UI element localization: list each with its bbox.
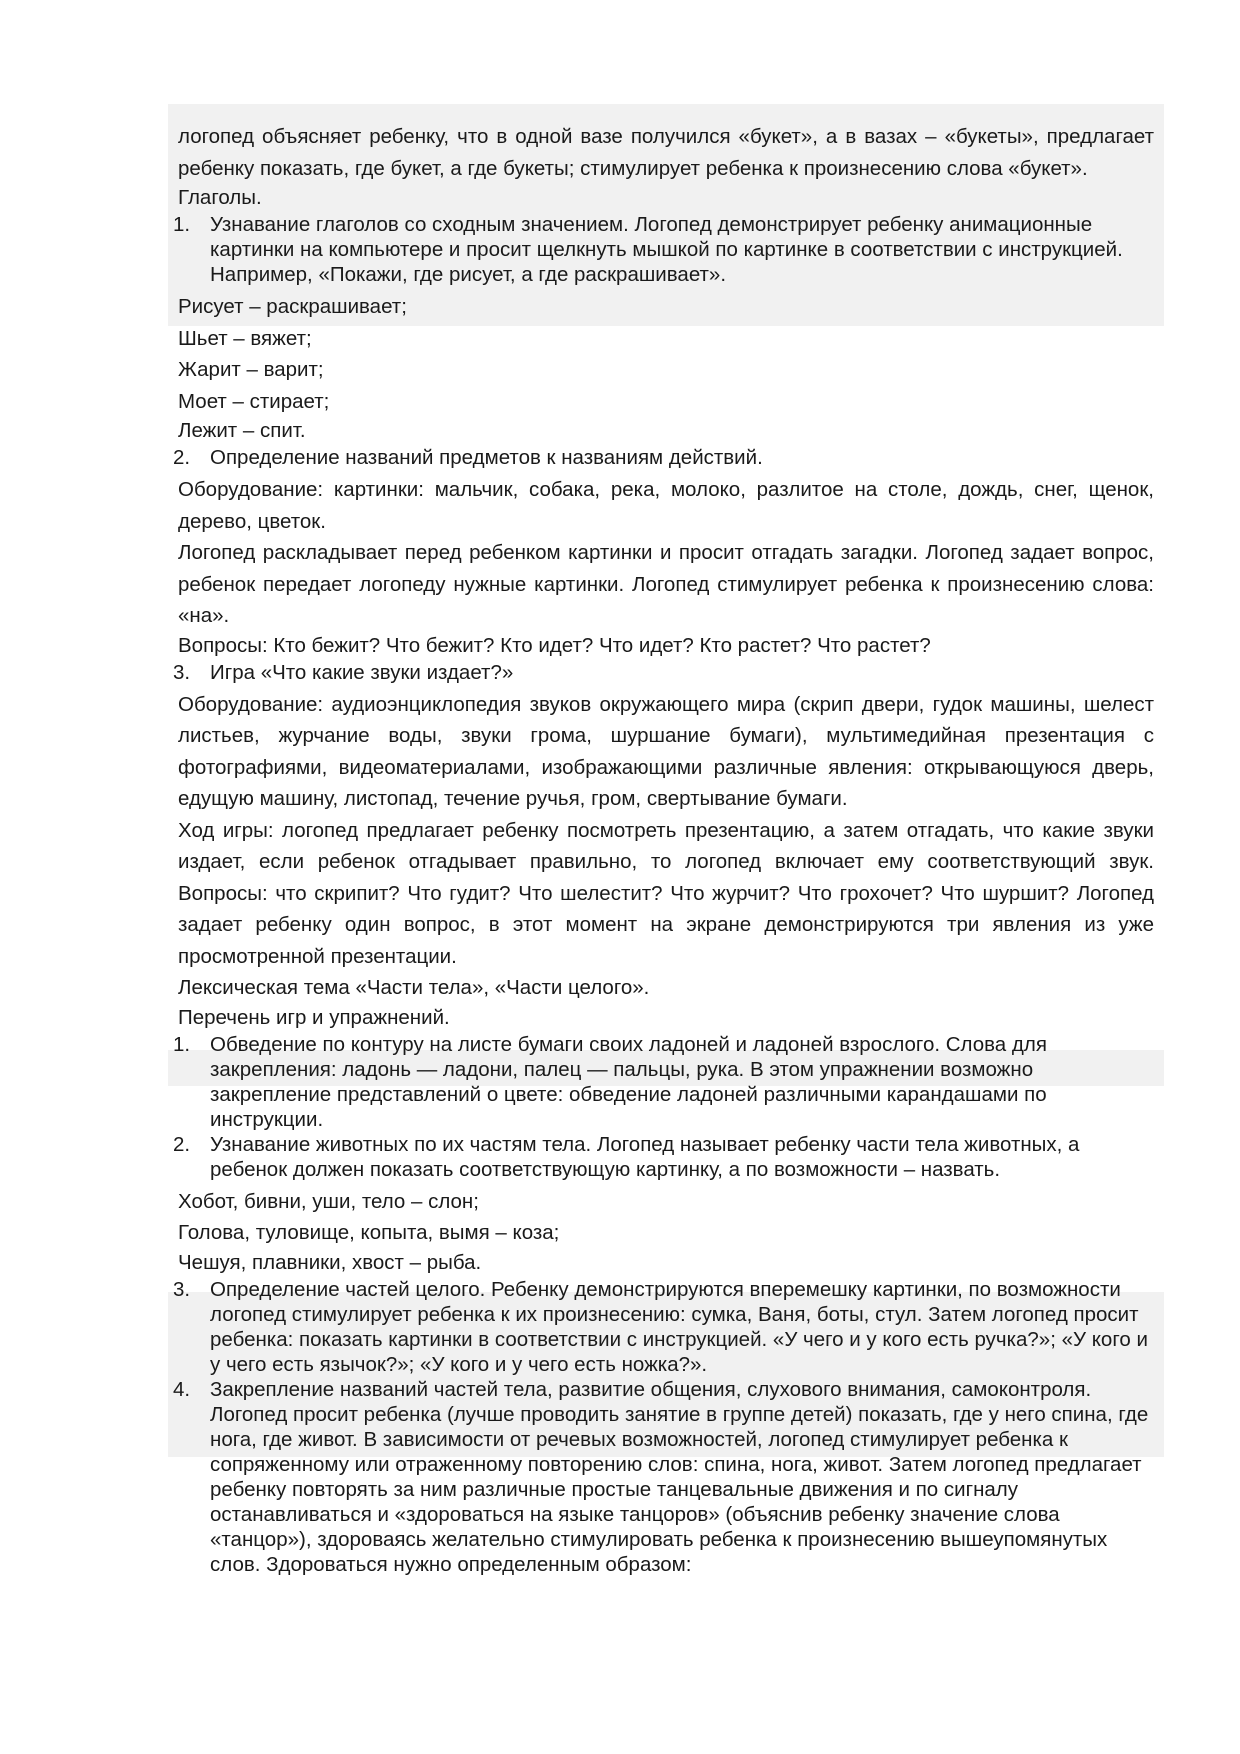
- list-item-verbs-3: [173, 660, 1154, 685]
- equipment-paragraph-2: Оборудование: аудиоэнциклопедия звуков окружающего мира (скрип двери, гудок машины, шелест листьев, журчание воды, звуки грома, шуршание бумаги), мультимедийная презентация с фотографиями, видеоматериалами, изображающими различные явления: открывающуюся дверь, едущую машину, листопад, течение ручья, гром, свертывание бумаги.: [178, 692, 1154, 810]
- list-number: 2.: [173, 446, 191, 469]
- list-number: 1.: [173, 213, 191, 236]
- list-item-body-1: [173, 1032, 1154, 1132]
- pair-line: Рисует – раскрашивает;: [178, 295, 407, 318]
- list-number: 3.: [173, 660, 191, 684]
- pair-line: Моет – стирает;: [178, 389, 330, 413]
- animal-line: Чешуя, плавники, хвост – рыба.: [178, 1250, 482, 1274]
- list-number: 3.: [173, 1277, 191, 1301]
- pair-line: Лежит – спит.: [178, 419, 306, 442]
- list-number: 1.: [173, 1032, 191, 1056]
- questions-paragraph: Вопросы: Кто бежит? Что бежит? Кто идет? Что идет? Кто растет? Что растет?: [178, 633, 931, 657]
- list-item-text: Определение частей целого. Ребенку демонстрируются вперемешку картинки, по возможности логопед стимулирует ребенка к их произнесению: сумка, Ваня, боты, стул. Затем логопед просит ребенка: показать картинки в соответствии с инструкцией. «У чего и у кого есть ручка?»; «У кого и у чего есть язычок?»; «У кого и у чего есть ножка?».: [210, 1277, 1148, 1376]
- games-list-heading: Перечень игр и упражнений.: [178, 1005, 450, 1029]
- list-item-text: Закрепление названий частей тела, развитие общения, слухового внимания, самоконтроля. Логопед просит ребенка (лучше проводить занятие в группе детей) показать, где у него спина, где нога, где живот. В зависимости от речевых возможностей, логопед стимулирует ребенка к сопряженному или отраженному повторению слов: спина, нога, живот. Затем логопед предлагает ребенку повторять за ним различные простые танцевальные движения и по сигналу останавливаться и «здороваться на языке танцоров» (объяснив ребенку значение слова «танцор»), здороваясь желательно стимулировать ребенка к произнесению вышеупомянутых слов. Здороваться нужно определенным образом:: [210, 1377, 1149, 1576]
- list-item-text: Узнавание животных по их частям тела. Логопед называет ребенку части тела животных, а ребенок должен показать соответствующую картинку, а по возможности – назвать.: [210, 1132, 1080, 1181]
- list-item-body-2: [173, 1132, 1154, 1182]
- lexical-theme-heading: Лексическая тема «Части тела», «Части целого».: [178, 976, 650, 999]
- list-item-text: Игра «Что какие звуки издает?»: [210, 660, 514, 684]
- verbs-heading: Глаголы.: [178, 186, 262, 209]
- list-item-text: Обведение по контуру на листе бумаги своих ладоней и ладоней взрослого. Слова для закрепления: ладонь — ладони, палец — пальцы, рука. В этом упражнении возможно закрепление представлений о цвете: обведение ладоней различными карандашами по инструкции.: [210, 1032, 1047, 1131]
- list-number: 2.: [173, 1132, 191, 1156]
- list-item-text: Узнавание глаголов со сходным значением. Логопед демонстрирует ребенку анимационные картинки на компьютере и просит щелкнуть мышкой по картинке в соответствии с инструкцией. Например, «Покажи, где рисует, а где раскрашивает».: [210, 213, 1123, 286]
- animal-line: Голова, туловище, копыта, вымя – коза;: [178, 1221, 560, 1244]
- pair-line: Шьет – вяжет;: [178, 326, 312, 350]
- list-item-verbs-1: [173, 212, 1154, 287]
- list-item-body-3: [173, 1277, 1154, 1377]
- animal-line: Хобот, бивни, уши, тело – слон;: [178, 1189, 479, 1213]
- pair-line: Жарит – варит;: [178, 358, 324, 381]
- list-item-text: Определение названий предметов к названиям действий.: [210, 446, 763, 469]
- game-flow-paragraph: Ход игры: логопед предлагает ребенку посмотреть презентацию, а затем отгадать, что какие звуки издает, если ребенок отгадывает правильно, то логопед включает ему соответствующий звук. Вопросы: что скрипит? Что гудит? Что шелестит? Что журчит? Что грохочет? Что шуршит? Логопед задает ребенку один вопрос, в этот момент на экране демонстрируются три явления из уже просмотренной презентации.: [178, 818, 1154, 968]
- document-body: [173, 121, 1154, 1577]
- equipment-paragraph-1: Оборудование: картинки: мальчик, собака, река, молоко, разлитое на столе, дождь, снег, щенок, дерево, цветок.: [178, 478, 1154, 533]
- logoped-paragraph: Логопед раскладывает перед ребенком картинки и просит отгадать загадки. Логопед задает вопрос, ребенок передает логопеду нужные картинки. Логопед стимулирует ребенка к произнесению слова: «на».: [178, 541, 1154, 627]
- paragraph-bouquet: логопед объясняет ребенку, что в одной вазе получился «букет», а в вазах – «букеты», предлагает ребенку показать, где букет, а где букеты; стимулирует ребенка к произнесению слова «букет».: [178, 125, 1154, 180]
- list-item-verbs-2: [173, 445, 1154, 470]
- list-item-body-4: [173, 1377, 1154, 1577]
- list-number: 4.: [173, 1377, 191, 1401]
